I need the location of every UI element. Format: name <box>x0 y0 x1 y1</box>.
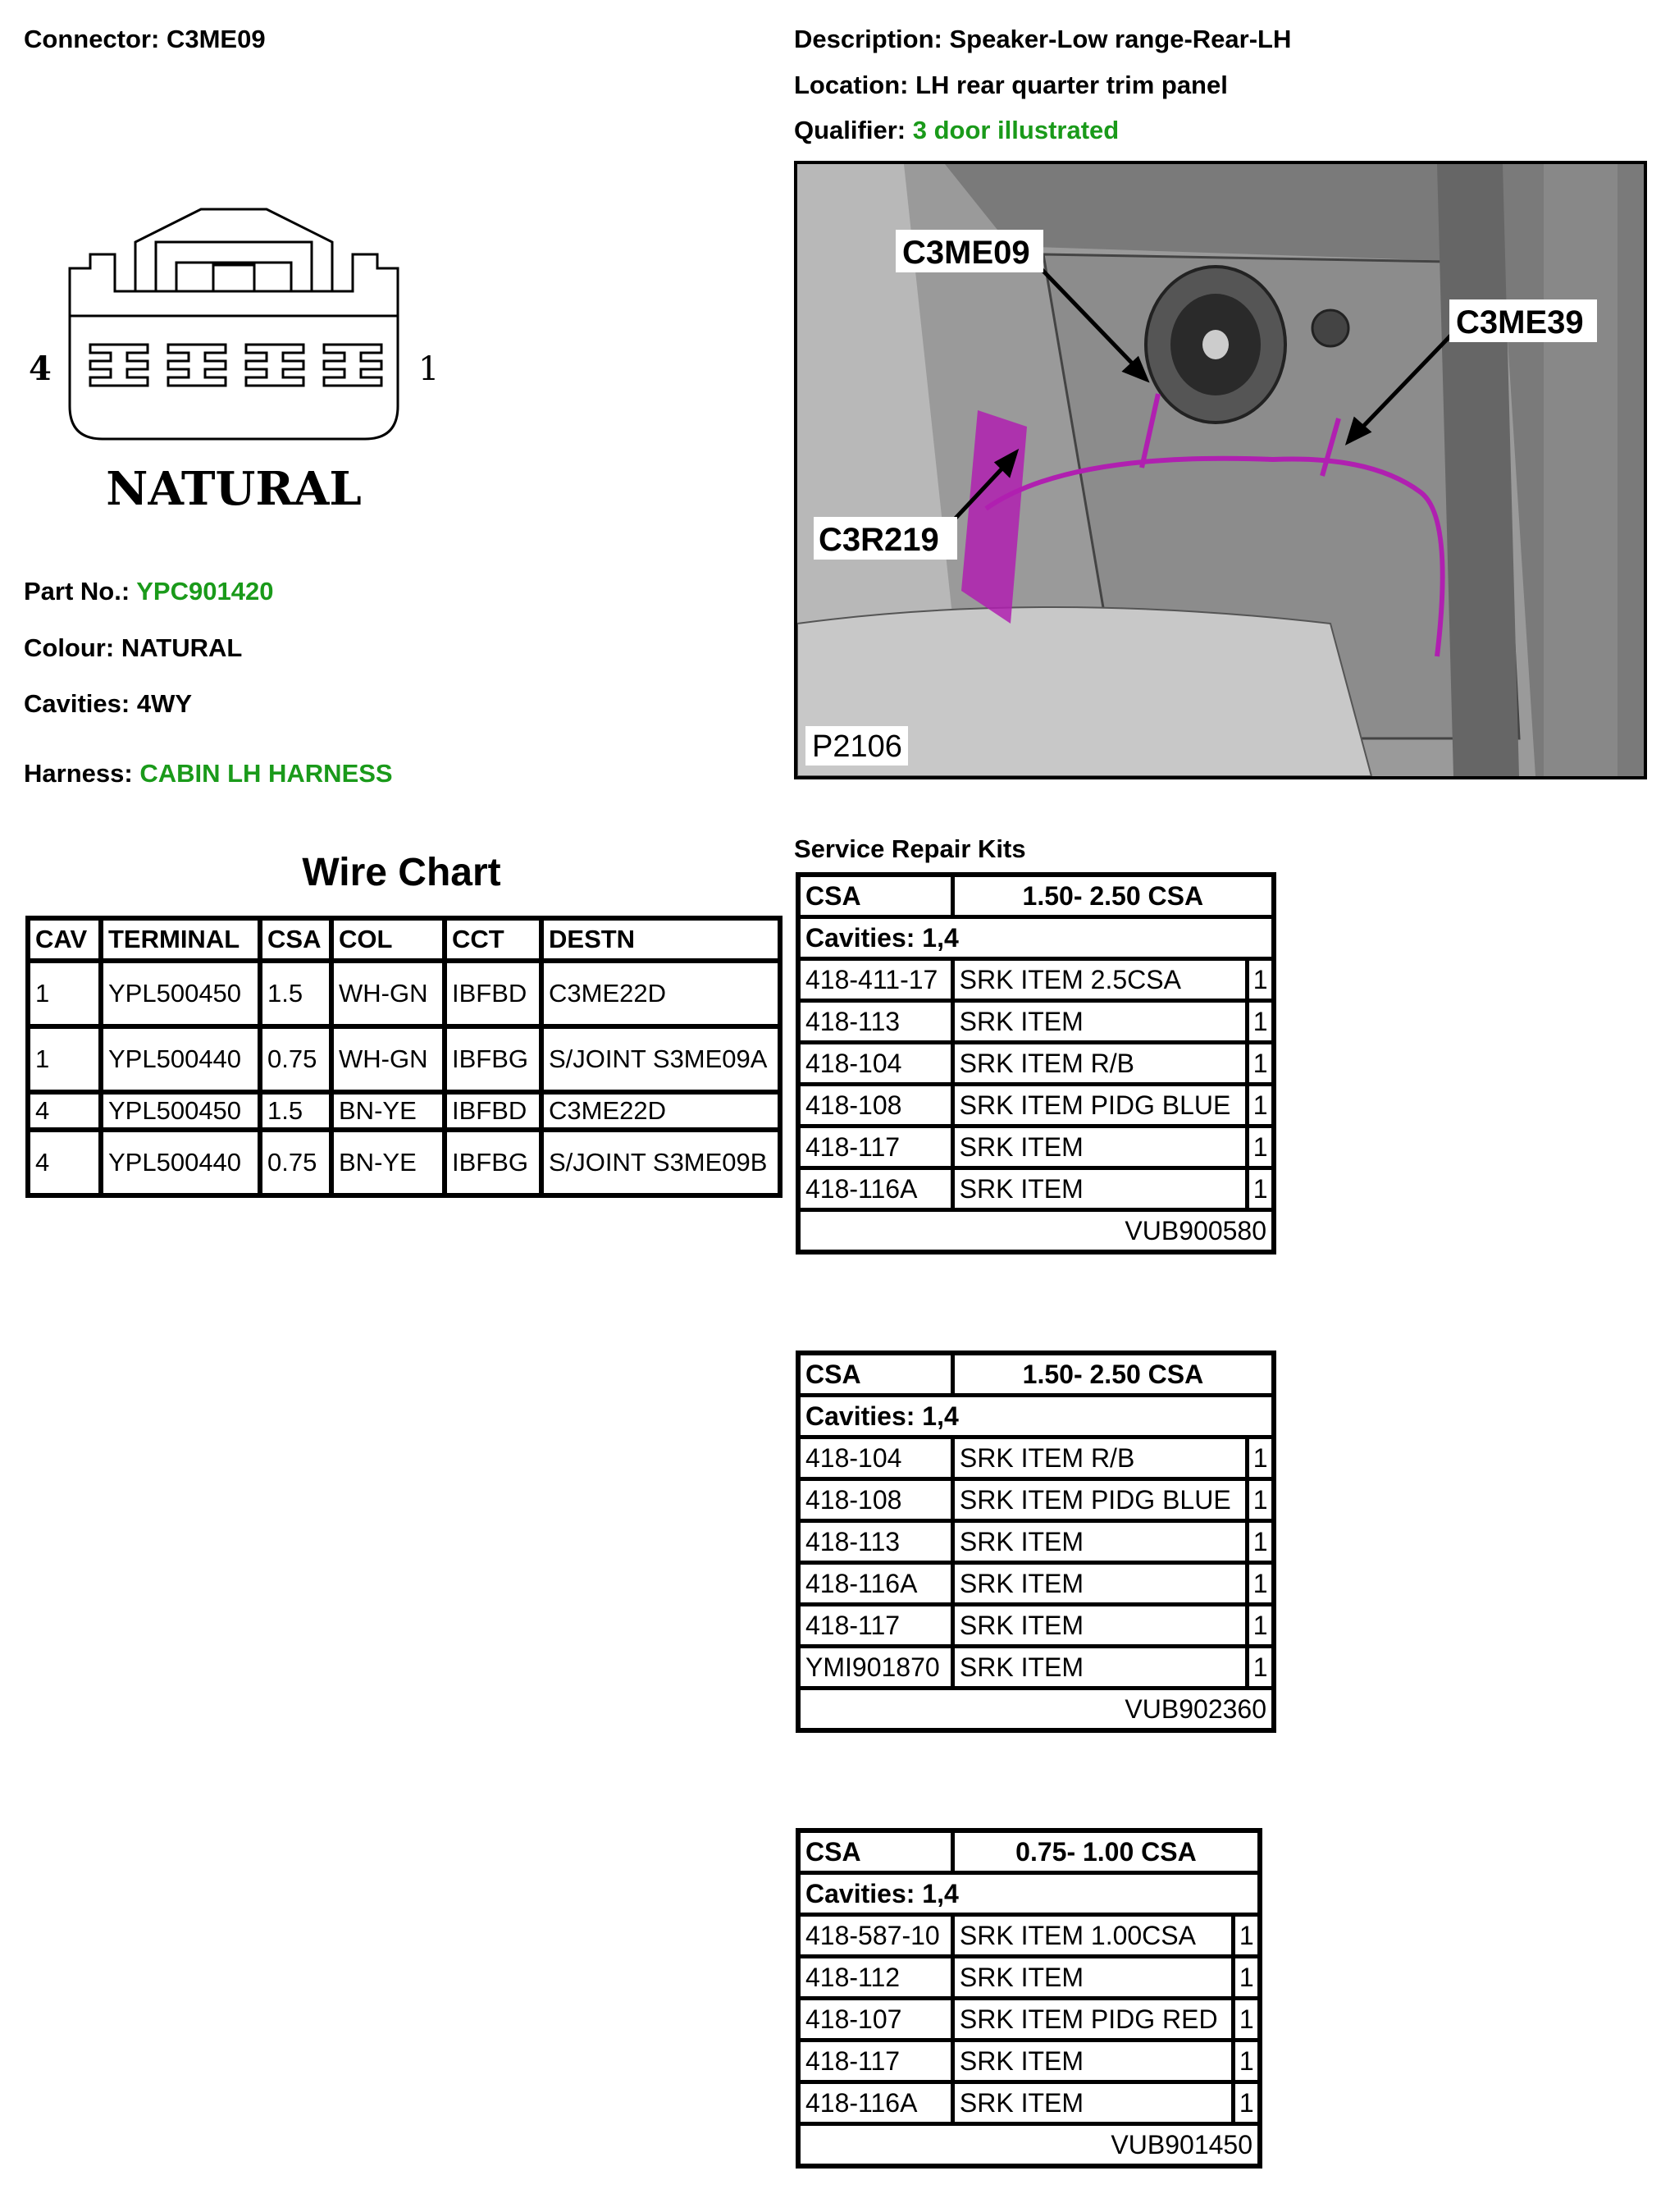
kit-item-desc: SRK ITEM PIDG BLUE <box>952 1085 1248 1127</box>
kit-item-part: 418-116A <box>798 2082 952 2124</box>
kit-number-row <box>798 2124 1260 2167</box>
colour-value: NATURAL <box>121 633 243 662</box>
kit-item-qty: 1 <box>1234 1999 1260 2041</box>
connector-id: C3ME09 <box>166 25 266 53</box>
kit-item-row <box>798 1647 1274 1689</box>
qualifier <box>794 116 1119 145</box>
kit-item-desc: SRK ITEM R/B <box>952 1437 1247 1479</box>
kit-item-desc: SRK ITEM 1.00CSA <box>952 1915 1234 1957</box>
kit-item-part: 418-117 <box>798 1605 952 1647</box>
kit-item-desc: SRK ITEM <box>952 2041 1234 2082</box>
part-no-link[interactable]: YPC901420 <box>136 577 274 606</box>
kit-number: VUB902360 <box>798 1689 1274 1731</box>
pin-4-label: 4 <box>29 350 52 388</box>
cell-col: BN-YE <box>331 1130 445 1195</box>
cell-destn: C3ME22D <box>541 1092 780 1130</box>
header-terminal: TERMINAL <box>101 918 260 961</box>
kit-item-qty: 1 <box>1234 2041 1260 2082</box>
cell-csa: 0.75 <box>260 1130 331 1195</box>
wire-chart-header <box>28 918 780 961</box>
kit-item-qty: 1 <box>1248 1437 1274 1479</box>
kit-item-row <box>798 1168 1274 1210</box>
kit-csa-label: CSA <box>798 1830 952 1873</box>
qualifier-value[interactable]: 3 door illustrated <box>912 116 1120 144</box>
kit-item-desc: SRK ITEM <box>952 1168 1248 1210</box>
kit-item-row <box>798 1957 1260 1999</box>
kit-item-qty: 1 <box>1248 1521 1274 1563</box>
wire-row <box>28 1092 780 1130</box>
kit-item-part: YMI901870 <box>798 1647 952 1689</box>
connector-label: Connector: <box>24 25 160 53</box>
kit-item-row <box>798 1085 1274 1127</box>
kit-item-qty: 1 <box>1248 959 1274 1001</box>
kit-cavities-row <box>798 1396 1274 1437</box>
kit-number: VUB900580 <box>798 1210 1274 1253</box>
cell-cct: IBFBD <box>445 961 541 1026</box>
cell-terminal: YPL500440 <box>101 1130 260 1195</box>
kit-item-qty: 1 <box>1248 1605 1274 1647</box>
kit-csa-row <box>798 875 1274 917</box>
colour <box>24 633 242 663</box>
kit-item-row <box>798 1437 1274 1479</box>
kit-csa-range: 1.50- 2.50 CSA <box>952 875 1274 917</box>
kit-cavities-row <box>798 917 1274 959</box>
cell-cav: 1 <box>28 1026 101 1092</box>
kit-csa-row <box>798 1830 1260 1873</box>
kit-item-part: 418-107 <box>798 1999 952 2041</box>
kit-item-row <box>798 1127 1274 1168</box>
kit-item-row <box>798 1605 1274 1647</box>
kit-item-row <box>798 1999 1260 2041</box>
kit-item-desc: SRK ITEM <box>952 1563 1247 1605</box>
kit-cavities: Cavities: 1,4 <box>798 1873 1260 1915</box>
cavities <box>24 689 192 719</box>
kit-item-row <box>798 2041 1260 2082</box>
description <box>794 25 1291 54</box>
kit-item-desc: SRK ITEM PIDG BLUE <box>952 1479 1247 1521</box>
kit-item-part: 418-113 <box>798 1521 952 1563</box>
harness-label: Harness: <box>24 759 133 788</box>
kit-number-row <box>798 1689 1274 1731</box>
kit-item-qty: 1 <box>1248 1085 1274 1127</box>
cavities-value: 4WY <box>136 689 193 718</box>
location <box>794 71 1228 100</box>
cell-col: BN-YE <box>331 1092 445 1130</box>
kit-item-part: 418-587-10 <box>798 1915 952 1957</box>
kit-item-desc: SRK ITEM <box>952 1521 1247 1563</box>
kit-item-part: 418-116A <box>798 1563 952 1605</box>
kit-item-row <box>798 1001 1274 1043</box>
header-col: COL <box>331 918 445 961</box>
cavities-label: Cavities: <box>24 689 130 718</box>
kit-item-qty: 1 <box>1248 1479 1274 1521</box>
kit-item-part: 418-112 <box>798 1957 952 1999</box>
cell-csa: 0.75 <box>260 1026 331 1092</box>
kit-cavities: Cavities: 1,4 <box>798 1396 1274 1437</box>
part-no-label: Part No.: <box>24 577 130 606</box>
kit-item-desc: SRK ITEM <box>952 1605 1247 1647</box>
kit-item-part: 418-104 <box>798 1437 952 1479</box>
wire-chart-table <box>25 916 783 1198</box>
cell-terminal: YPL500450 <box>101 961 260 1026</box>
cell-csa: 1.5 <box>260 1092 331 1130</box>
connector-heading <box>24 25 266 54</box>
repair-kit-table <box>796 872 1276 1255</box>
kit-number-row <box>798 1210 1274 1253</box>
kit-item-row <box>798 1563 1274 1605</box>
kit-item-qty: 1 <box>1234 1915 1260 1957</box>
cell-destn: C3ME22D <box>541 961 780 1026</box>
kit-csa-range: 0.75- 1.00 CSA <box>952 1830 1260 1873</box>
kit-csa-label: CSA <box>798 875 952 917</box>
cell-cct: IBFBD <box>445 1092 541 1130</box>
kit-item-row <box>798 2082 1260 2124</box>
kit-item-part: 418-113 <box>798 1001 952 1043</box>
illustration-ref: P2106 <box>812 729 902 764</box>
kit-item-desc: SRK ITEM PIDG RED <box>952 1999 1234 2041</box>
kit-item-part: 418-411-17 <box>798 959 952 1001</box>
kit-item-desc: SRK ITEM R/B <box>952 1043 1248 1085</box>
header-csa: CSA <box>260 918 331 961</box>
callout-c3r219: C3R219 <box>819 522 939 558</box>
kit-item-desc: SRK ITEM 2.5CSA <box>952 959 1248 1001</box>
kit-number: VUB901450 <box>798 2124 1260 2167</box>
part-number <box>24 577 273 606</box>
kit-csa-label: CSA <box>798 1353 952 1396</box>
kit-item-part: 418-116A <box>798 1168 952 1210</box>
colour-label: Colour: <box>24 633 115 662</box>
kit-item-row <box>798 1915 1260 1957</box>
cell-terminal: YPL500440 <box>101 1026 260 1092</box>
kit-item-part: 418-117 <box>798 1127 952 1168</box>
kit-item-qty: 1 <box>1234 2082 1260 2124</box>
connector-diagram <box>25 201 443 529</box>
kit-item-row <box>798 1479 1274 1521</box>
kit-item-qty: 1 <box>1248 1647 1274 1689</box>
wire-row <box>28 1130 780 1195</box>
wire-row <box>28 961 780 1026</box>
cell-col: WH-GN <box>331 1026 445 1092</box>
kit-cavities: Cavities: 1,4 <box>798 917 1274 959</box>
kit-item-qty: 1 <box>1248 1168 1274 1210</box>
header-destn: DESTN <box>541 918 780 961</box>
kit-item-desc: SRK ITEM <box>952 1957 1234 1999</box>
kit-item-part: 418-108 <box>798 1085 952 1127</box>
kit-item-qty: 1 <box>1248 1001 1274 1043</box>
kit-cavities-row <box>798 1873 1260 1915</box>
kit-item-part: 418-117 <box>798 2041 952 2082</box>
wire-row <box>28 1026 780 1092</box>
kit-item-row <box>798 959 1274 1001</box>
location-value: LH rear quarter trim panel <box>915 71 1228 99</box>
kit-item-part: 418-104 <box>798 1043 952 1085</box>
cell-cct: IBFBG <box>445 1130 541 1195</box>
header-cct: CCT <box>445 918 541 961</box>
location-label: Location: <box>794 71 909 99</box>
callout-c3me39: C3ME39 <box>1456 304 1584 340</box>
wire-chart-title: Wire Chart <box>302 851 501 894</box>
cell-destn: S/JOINT S3ME09B <box>541 1130 780 1195</box>
harness-link[interactable]: CABIN LH HARNESS <box>139 759 393 788</box>
kit-item-row <box>798 1521 1274 1563</box>
qualifier-label: Qualifier: <box>794 116 906 144</box>
harness <box>24 759 393 788</box>
kit-item-qty: 1 <box>1248 1563 1274 1605</box>
kit-item-qty: 1 <box>1248 1043 1274 1085</box>
cell-cct: IBFBG <box>445 1026 541 1092</box>
kit-item-desc: SRK ITEM <box>952 1647 1247 1689</box>
kit-item-desc: SRK ITEM <box>952 1127 1248 1168</box>
kit-csa-row <box>798 1353 1274 1396</box>
cell-cav: 4 <box>28 1092 101 1130</box>
kit-item-qty: 1 <box>1248 1127 1274 1168</box>
pin-1-label: 1 <box>418 350 440 388</box>
cell-cav: 1 <box>28 961 101 1026</box>
kit-item-part: 418-108 <box>798 1479 952 1521</box>
kit-item-row <box>798 1043 1274 1085</box>
repair-kit-table <box>796 1351 1276 1733</box>
cell-destn: S/JOINT S3ME09A <box>541 1026 780 1092</box>
callout-c3me09: C3ME09 <box>902 235 1030 271</box>
kit-item-qty: 1 <box>1234 1957 1260 1999</box>
cell-terminal: YPL500450 <box>101 1092 260 1130</box>
repair-kits-title: Service Repair Kits <box>794 834 1026 863</box>
description-label: Description: <box>794 25 942 53</box>
repair-kit-table <box>796 1828 1262 2169</box>
location-illustration <box>794 161 1647 779</box>
cell-col: WH-GN <box>331 961 445 1026</box>
kit-csa-range: 1.50- 2.50 CSA <box>952 1353 1274 1396</box>
cell-cav: 4 <box>28 1130 101 1195</box>
header-cav: CAV <box>28 918 101 961</box>
connector-colour-text: NATURAL <box>106 462 362 516</box>
cell-csa: 1.5 <box>260 961 331 1026</box>
description-value: Speaker-Low range-Rear-LH <box>949 25 1292 53</box>
kit-item-desc: SRK ITEM <box>952 2082 1234 2124</box>
kit-item-desc: SRK ITEM <box>952 1001 1248 1043</box>
